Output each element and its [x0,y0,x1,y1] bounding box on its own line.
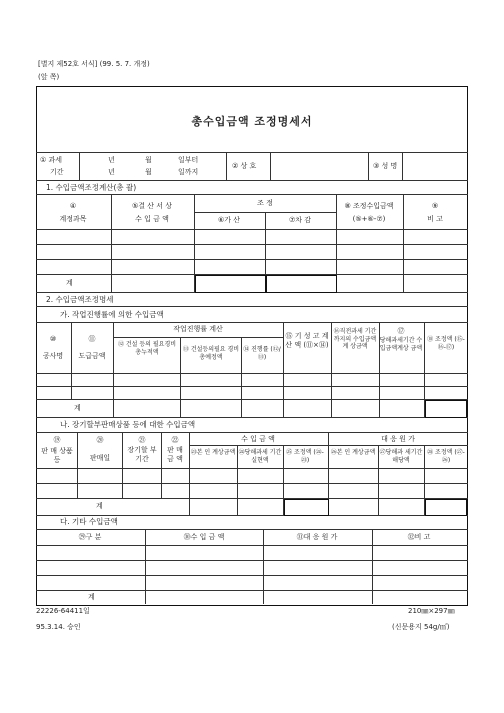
a-col-12-header: ⑫ 건설 등의 필요경비 총누적액 [117,341,177,356]
form-code: 22226-64411일 [36,607,90,615]
b-group-cost: 대 응 원 가 [381,435,415,443]
section2-sub-b: 나. 장기할부판매상품 등에 대한 수입금액 [60,420,196,429]
section2-sub-c: 다. 기타 수입금액 [60,517,118,526]
b-col-20-header: 판매일 [89,454,111,462]
s1-adjusted-header-1: ⑧ 조정수입금액 [344,202,394,210]
a-col-16-header: ⑯직전과세 기간까지의 수입금액계 상금액 [333,328,377,350]
a-col-18-header: ⑱ 조정액 (⑮-⑯-⑰) [427,336,465,351]
period-year-2: 년 [108,168,115,176]
b-col-28-header: ㉘ 조정액 (㉗-㉖) [427,449,465,464]
a-col-11-header: 도급금액 [78,352,106,360]
period-label-1: ① 과세 [40,156,63,164]
s1-adjusted-header-2: (⑤+⑥-⑦) [352,215,386,223]
a-col-10-header: 공사명 [42,352,64,360]
approval-date: 95.3.14. 승인 [36,623,81,631]
c-col-29-header: ㉙구 분 [78,533,102,541]
name-label: ③ 성 명 [373,162,398,170]
a-col-10-no: ⑩ [49,335,57,343]
b-col-19-header: 판 매 상품등 [41,447,73,464]
s1-adjust-header: 조 정 [257,199,273,207]
b-col-24-header: ㉔당해과세 기간실현액 [238,449,282,464]
a-group-progress: 작업진행률 계산 [173,325,223,333]
b-group-income: 수 입 금 액 [241,435,275,443]
b-col-22-no: ㉒ [171,436,179,444]
c-col-31-header: ㉛대 응 원 가 [296,533,338,541]
s1-total-label: 계 [66,279,73,287]
s1-total-sub-box [266,275,337,293]
a-total-label: 계 [74,404,81,412]
c-col-32-header: ㉜비 고 [407,533,431,541]
section2-sub-a: 가. 작업진행률에 의한 수입금액 [60,310,164,319]
b-col-21-no: ㉑ [138,436,146,444]
b-col-22-header: 판 매 금 액 [167,446,183,463]
a-total-adjust-box [425,400,467,418]
period-day-to: 일까지 [178,168,199,176]
section1-title: 1. 수입금액조정계산(총 괄) [46,183,137,192]
c-total-label: 계 [88,593,95,601]
b-col-19-no: ⑲ [53,436,61,444]
a-col-14-header: ⑭ 진행률 (⑫/⑬) [243,346,281,361]
b-col-23-header: ㉓본 인 계상금액 [190,449,236,456]
b-total-income-adjust-box [284,499,329,516]
s1-account-no: ④ [69,202,77,210]
s1-settled-header-2: 수 입 금 액 [135,215,169,223]
page-side-label: (앞 쪽) [38,73,60,81]
period-year-1: 년 [108,156,115,164]
b-col-27-header: ㉗당해과 세기간해당액 [379,449,423,464]
b-total-label: 계 [96,502,103,510]
a-col-17-no: ⑰ [397,327,405,335]
s1-total-add-box [195,275,266,293]
a-col-17-header: 당해과세기간 수입금액계상 금액 [379,337,423,352]
c-col-30-header: ㉚수 입 금 액 [183,533,225,541]
company-label: ② 상 호 [232,162,257,170]
s1-add-header: ⑥가 산 [217,216,241,224]
s1-note-no: ⑨ [431,202,439,210]
s1-account-header: 계정과목 [59,215,87,223]
b-total-cost-adjust-box [425,499,467,516]
section2-title: 2. 수입금액조정명세 [46,295,114,304]
s1-settled-header-1: ⑤결 산 서 상 [132,202,172,210]
page-title: 총수입금액 조정명세서 [191,115,313,128]
period-month-2: 월 [145,168,152,176]
period-day-from: 일부터 [178,156,199,164]
b-col-21-header: 장기할 부기간 [127,446,157,463]
paper-type: (신문용지 54g/㎡) [392,623,450,631]
a-col-15-header: ⑮ 기 성 고 계 산 액 (⑪×⑭) [285,332,329,349]
a-col-11-no: ⑪ [88,335,96,343]
b-col-26-header: ㉖본 인 계상금액 [330,449,376,456]
form-reference: [별지 제52호 서식] (99. 5. 7. 개정) [38,60,150,68]
period-label-2: 기간 [50,168,64,176]
s1-note-header: 비 고 [427,215,443,223]
paper-size: 210㎜×297㎜ [408,607,455,615]
b-col-20-no: ⑳ [96,436,104,444]
a-col-13-header: ⑬ 건설등의필요 경비총예정액 [182,346,240,361]
b-col-25-header: ㉕ 조정액 (㉔-㉓) [286,449,324,464]
period-month-1: 월 [145,156,152,164]
s1-sub-header: ⑦차 감 [288,216,312,224]
